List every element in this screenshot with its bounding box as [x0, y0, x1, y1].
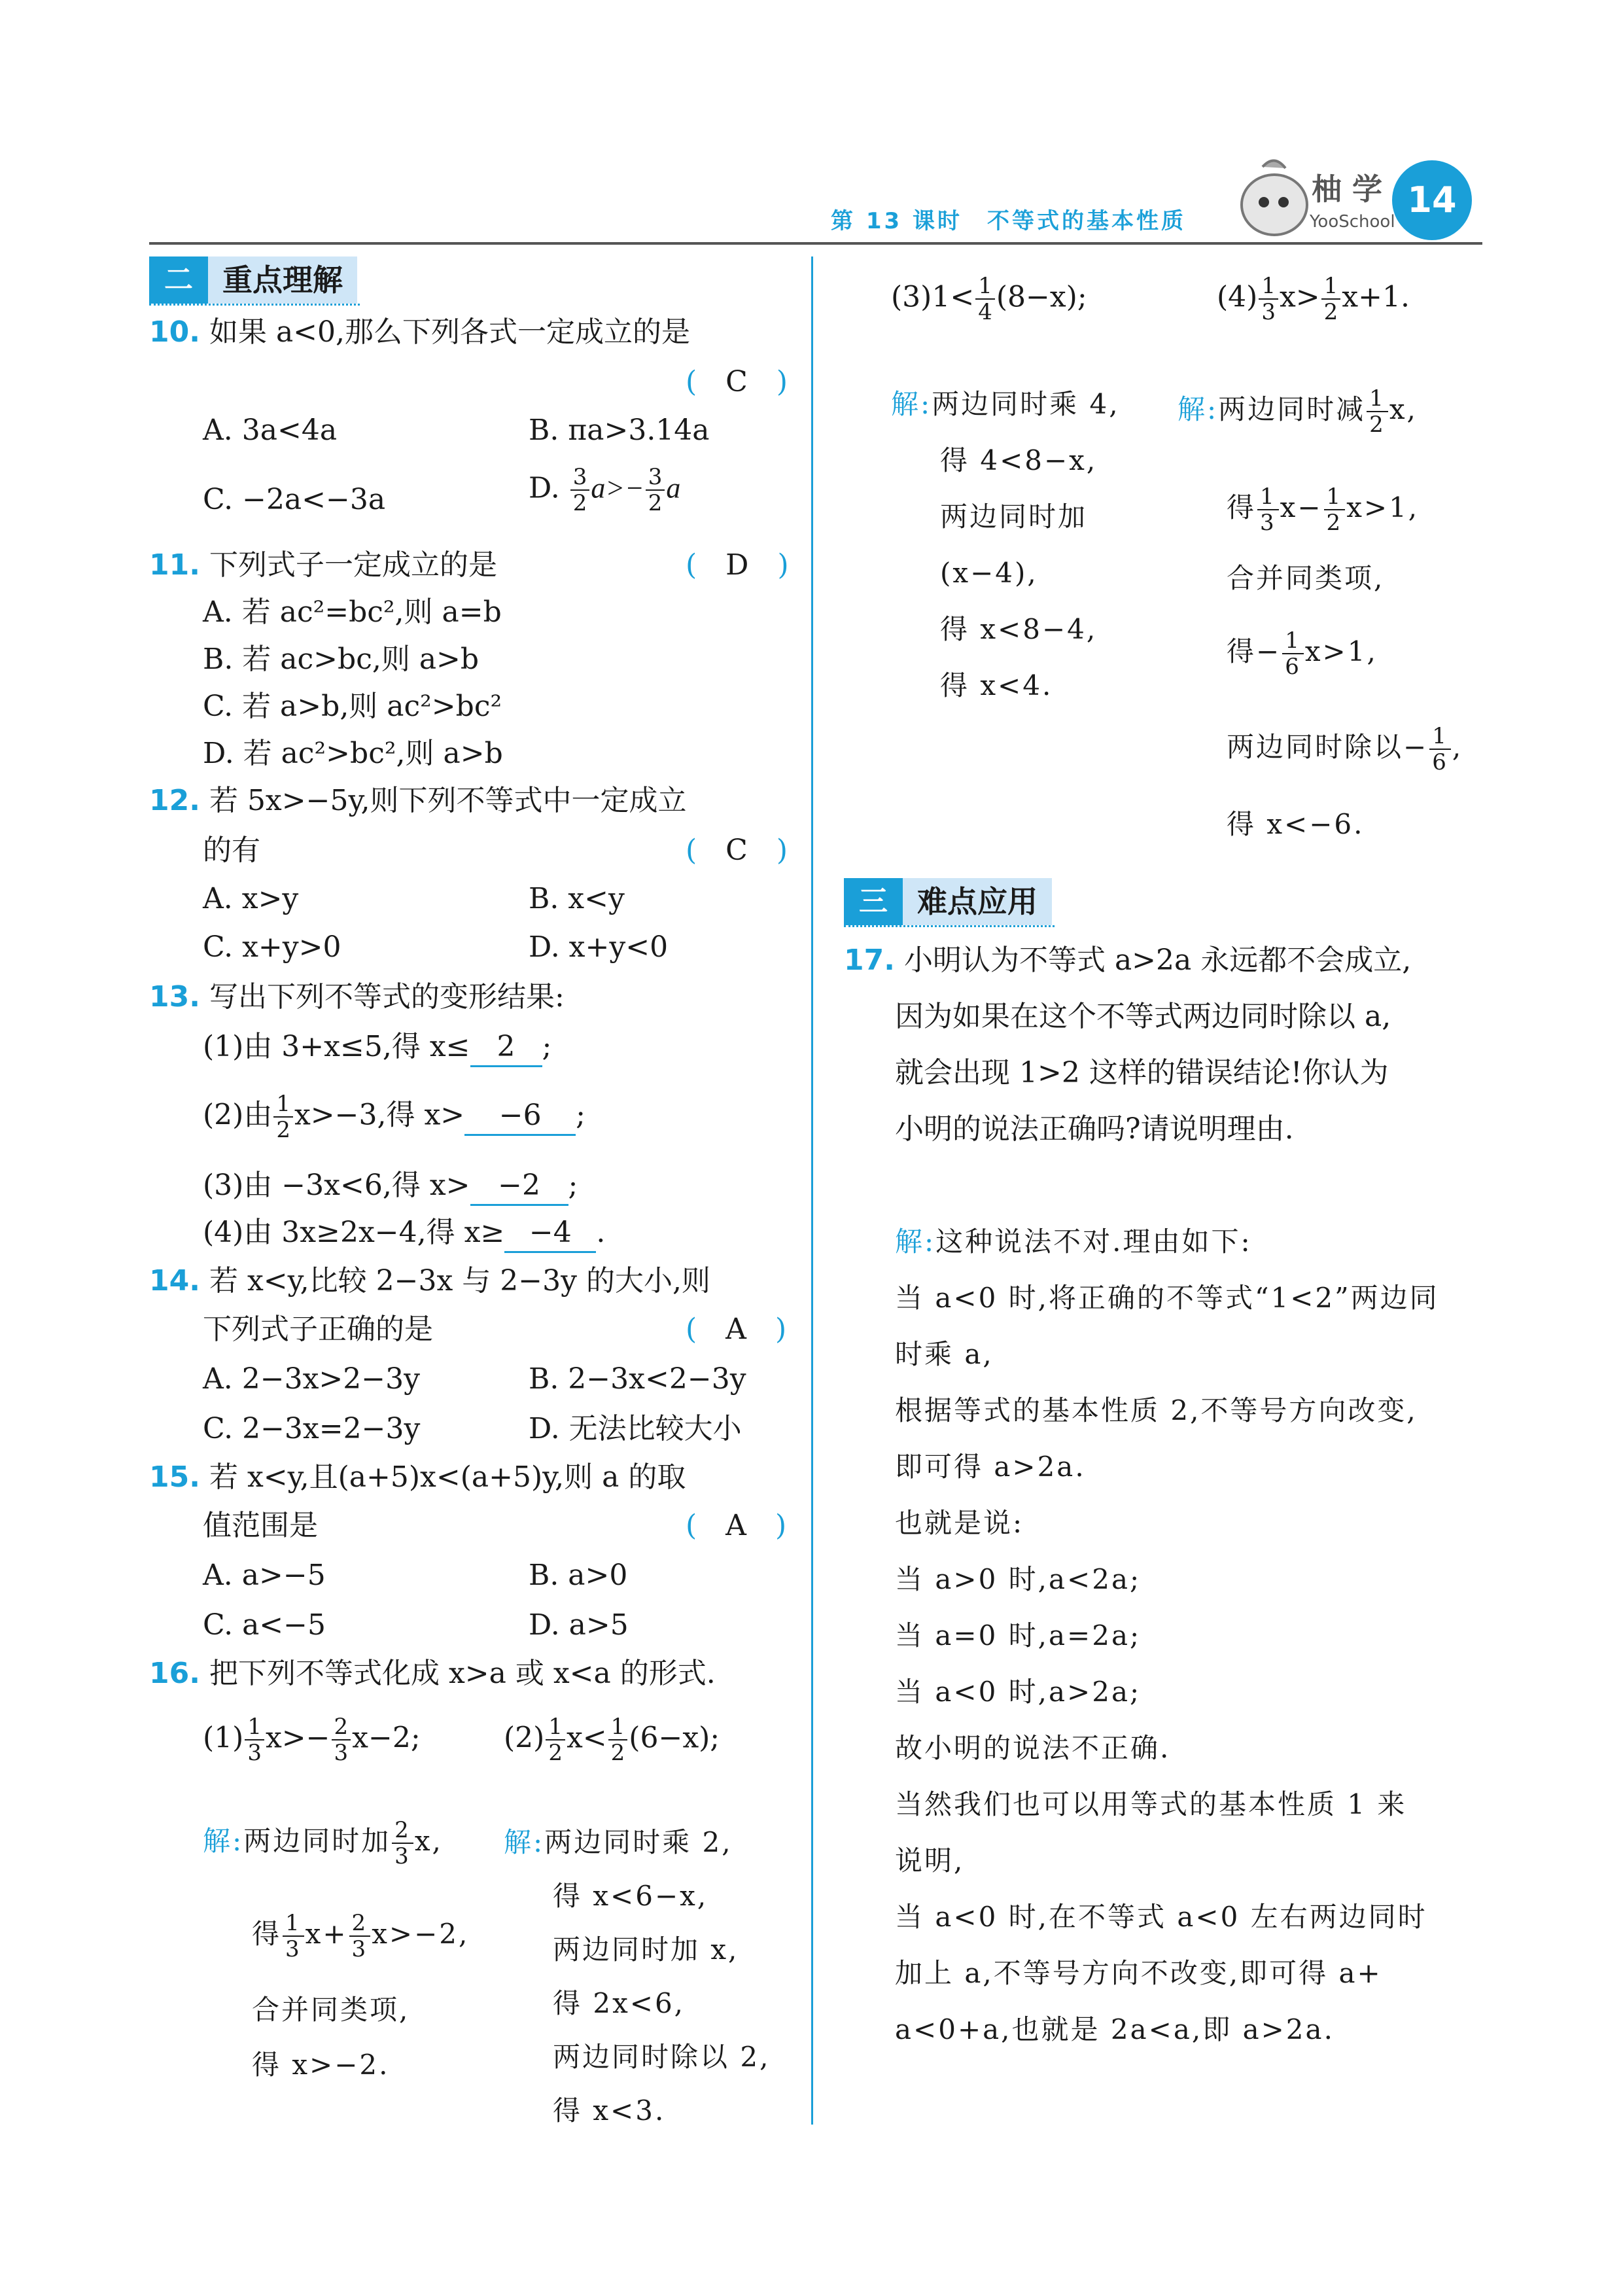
option-c: C. 若 a>b,则 ac²>bc²	[203, 690, 502, 723]
answer-blank: −6	[464, 1097, 576, 1136]
solution-4-step-5: 两边同时除以− $\frac{1}{6}$ ,	[1227, 723, 1463, 775]
solution-4-step-6: 得 x<−6.	[1227, 808, 1365, 840]
question-14: 14. 若 x<y,比较 2−3x 与 2−3y 的大小,则	[149, 1264, 710, 1298]
section-underline	[149, 302, 360, 306]
option-c: C. −2a<−3a	[203, 483, 386, 516]
answer: C	[725, 365, 748, 398]
q13-line-3: (3)由 −3x<6,得 x> −2 ;	[203, 1167, 578, 1206]
q13-line-1: (1)由 3+x≤5,得 x≤ 2 ;	[203, 1029, 551, 1067]
brand-text: 柚 学	[1312, 171, 1383, 207]
question-12-cont: 的有	[203, 834, 260, 867]
q17-solution-line: a<0+a,也就是 2a<a,即 a>2a.	[895, 2013, 1335, 2045]
answer-blank: −2	[470, 1167, 568, 1206]
section-number: 三	[844, 878, 903, 925]
yooschool-logo	[1236, 154, 1406, 239]
q17-solution-line: 当然我们也可以用等式的基本性质 1 来	[895, 1788, 1407, 1820]
section-header-2	[149, 256, 357, 304]
fraction: $\frac{3}{2}$	[570, 465, 590, 516]
question-17: 17. 小明认为不等式 a>2a 永远都不会成立,	[844, 944, 1412, 977]
solution-3-step-3: 两边同时加	[940, 501, 1088, 533]
solution-1-step-1: 解:两边同时加 $\frac{2}{3}$ x,	[203, 1817, 443, 1869]
question-15-cont: 值范围是	[203, 1509, 318, 1542]
q17-solution-line: 也就是说:	[895, 1507, 1024, 1539]
q17-solution-line: 解:这种说法不对.理由如下:	[895, 1226, 1252, 1258]
solution-1-step-4: 得 x>−2.	[252, 2049, 390, 2081]
solution-1-step-2: 得 $\frac{1}{3}$ x+ $\frac{2}{3}$ x>−2,	[252, 1910, 470, 1962]
q17-solution-line: 当 a<0 时,将正确的不等式“1<2”两边同	[895, 1282, 1439, 1314]
solution-2-step-3: 两边同时加 x,	[553, 1934, 739, 1966]
q17-solution-line: 即可得 a>2a.	[895, 1451, 1086, 1483]
solution-3-step-4: (x−4),	[940, 557, 1038, 589]
q17-solution-line: 故小明的说法不正确.	[895, 1732, 1171, 1764]
q16-part-1: (1) $\frac{1}{3}$ x>− $\frac{2}{3}$ x−2;	[203, 1714, 421, 1766]
q13-line-4: (4)由 3x≥2x−4,得 x≥ −4 .	[203, 1214, 605, 1253]
answer-paren: ( A )	[686, 1509, 787, 1542]
solution-4-step-2: 得 $\frac{1}{3}$ x− $\frac{1}{2}$ x>1,	[1227, 484, 1420, 536]
solution-2-step-6: 得 x<3.	[553, 2094, 666, 2127]
section-header-3	[844, 878, 1052, 925]
option-b: B. 2−3x<2−3y	[529, 1362, 746, 1396]
q17-solution-line: 加上 a,不等号方向不改变,即可得 a+	[895, 1957, 1382, 1989]
solution-2-step-2: 得 x<6−x,	[553, 1880, 708, 1912]
brand-en: YooSchool	[1310, 212, 1395, 232]
solution-1-step-3: 合并同类项,	[252, 1994, 410, 2026]
option-c: C. a<−5	[203, 1608, 326, 1642]
question-12: 12. 若 5x>−5y,则下列不等式中一定成立	[149, 784, 687, 817]
option-b: B. x<y	[529, 882, 625, 915]
question-14-cont: 下列式子正确的是	[203, 1313, 433, 1346]
question-number: 10.	[149, 315, 200, 349]
section-title: 难点应用	[917, 884, 1038, 919]
question-15: 15. 若 x<y,且(a+5)x<(a+5)y,则 a 的取	[149, 1460, 686, 1494]
page-number: 14	[1392, 160, 1472, 240]
q17-solution-line: 说明,	[895, 1845, 965, 1877]
option-a: A. 3a<4a	[203, 414, 338, 447]
option-c: C. x+y>0	[203, 930, 341, 964]
q16-part-3: (3)1< $\frac{1}{4}$ (8−x);	[891, 273, 1087, 325]
option-d: D. 若 ac²>bc²,则 a>b	[203, 737, 503, 770]
solution-4-step-3: 合并同类项,	[1227, 562, 1385, 594]
question-11: 11. 下列式子一定成立的是	[149, 548, 497, 582]
option-c: C. 2−3x=2−3y	[203, 1412, 421, 1445]
q17-solution-line: 根据等式的基本性质 2,不等号方向改变,	[895, 1394, 1418, 1426]
option-d: D. a>5	[529, 1608, 629, 1642]
option-b: B. πa>3.14a	[529, 414, 710, 447]
option-a: A. 2−3x>2−3y	[203, 1362, 420, 1396]
solution-4-step-1: 解:两边同时减 $\frac{1}{2}$ x,	[1178, 385, 1418, 438]
solution-4-step-4: 得− $\frac{1}{6}$ x>1,	[1227, 627, 1378, 680]
answer-paren: ( C )	[686, 834, 788, 867]
column-divider	[811, 256, 813, 2125]
option-d: D. 无法比较大小	[529, 1412, 742, 1445]
question-16: 16. 把下列不等式化成 x>a 或 x<a 的形式.	[149, 1657, 716, 1690]
solution-3-step-5: 得 x<8−4,	[940, 613, 1098, 645]
question-stem: 如果 a<0,那么下列各式一定成立的是	[209, 315, 691, 349]
option-a: A. x>y	[203, 882, 299, 915]
answer-blank: −4	[504, 1214, 596, 1253]
q13-line-2: (2)由 $\frac{1}{2}$ x>−3,得 x> −6 ;	[203, 1091, 585, 1143]
solution-3-step-2: 得 4<8−x,	[940, 444, 1098, 476]
option-a: A. a>−5	[203, 1559, 326, 1592]
q17-solution-line: 当 a=0 时,a=2a;	[895, 1619, 1142, 1651]
answer-paren: ( C )	[686, 365, 788, 398]
solution-2-step-1: 解:两边同时乘 2,	[504, 1826, 733, 1858]
fraction: $\frac{3}{2}$	[646, 465, 665, 516]
solution-2-step-5: 两边同时除以 2,	[553, 2041, 771, 2073]
lesson-header: 第 13 课时 不等式的基本性质	[831, 208, 1186, 234]
option-a: A. 若 ac²=bc²,则 a=b	[203, 595, 502, 629]
option-b: B. 若 ac>bc,则 a>b	[203, 643, 480, 676]
answer-blank: 2	[470, 1029, 542, 1067]
question-10	[149, 314, 690, 351]
answer-paren: ( D )	[686, 548, 789, 582]
section-title: 重点理解	[222, 262, 343, 298]
q17-stem-line: 因为如果在这个不等式两边同时除以 a,	[895, 1000, 1391, 1033]
q16-part-2: (2) $\frac{1}{2}$ x< $\frac{1}{2}$ (6−x);	[504, 1714, 720, 1766]
option-d: D. x+y<0	[529, 930, 669, 964]
solution-3-step-6: 得 x<4.	[940, 669, 1053, 701]
q17-stem-line: 小明的说法正确吗?请说明理由.	[895, 1112, 1294, 1146]
section-underline	[844, 924, 1055, 927]
q16-part-4: (4) $\frac{1}{3}$ x> $\frac{1}{2}$ x+1.	[1217, 273, 1410, 325]
answer-paren: ( A )	[686, 1313, 787, 1346]
question-13: 13. 写出下列不等式的变形结果:	[149, 980, 565, 1014]
q17-solution-line: 时乘 a,	[895, 1338, 994, 1370]
option-b: B. a>0	[529, 1559, 628, 1592]
q17-solution-line: 当 a<0 时,a>2a;	[895, 1676, 1142, 1708]
q17-solution-line: 当 a<0 时,在不等式 a<0 左右两边同时	[895, 1901, 1427, 1933]
solution-2-step-4: 得 2x<6,	[553, 1987, 686, 2019]
q17-solution-line: 当 a>0 时,a<2a;	[895, 1563, 1142, 1595]
solution-3-step-1: 解:两边同时乘 4,	[891, 388, 1120, 420]
option-d: D. $\frac{3}{2}$ a>− $\frac{3}{2}$ a	[529, 464, 681, 516]
header-rule	[149, 242, 1482, 245]
section-number: 二	[149, 256, 208, 304]
q17-stem-line: 就会出现 1>2 这样的错误结论!你认为	[895, 1056, 1389, 1089]
